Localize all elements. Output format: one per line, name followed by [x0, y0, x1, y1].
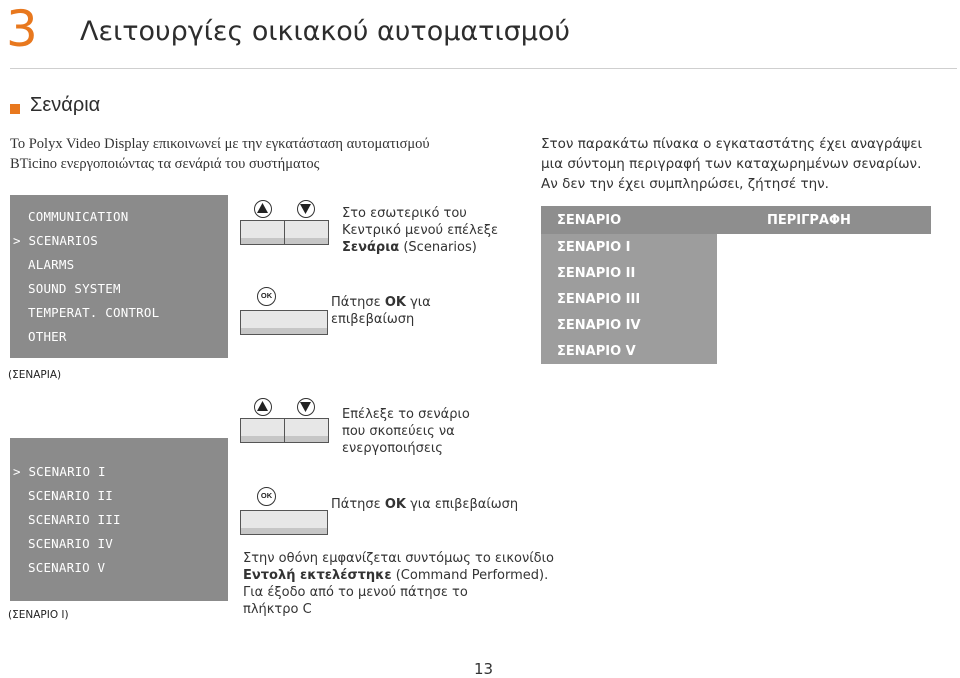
step1-select-line: Κεντρικό μενού επέλεξε — [342, 223, 499, 238]
menu-line-scenarios: > SCENARIOS — [13, 233, 98, 248]
table-row — [541, 234, 931, 260]
scenario-line-4: SCENARIO IV — [28, 536, 113, 551]
table-row — [541, 312, 931, 338]
intro-left-line: Το Polyx Video Display επικοινωνεί με την εγκατάσταση αυτοματισμού — [10, 136, 430, 152]
step2-select-text — [342, 406, 522, 457]
step1-select-text — [342, 205, 522, 256]
ok-key[interactable] — [240, 310, 328, 335]
section-marker-icon — [10, 104, 20, 114]
step2-select-line: ενεργοποιήσεις — [342, 441, 443, 456]
up-key[interactable] — [240, 220, 285, 245]
chapter-number: 3 — [6, 0, 38, 58]
scenario-line-2: SCENARIO II — [28, 488, 113, 503]
intro-right-line: Στον παρακάτω πίνακα ο εγκαταστάτης έχει αναγράψει — [541, 136, 923, 152]
intro-left-line: BTicino ενεργοποιώντας τα σενάριά του συστήματος — [10, 156, 320, 172]
scenario-row-name: ΣΕΝΑΡΙΟ II — [541, 260, 717, 286]
step1-select-line — [342, 239, 522, 256]
scenario-row-name: ΣΕΝΑΡΙΟ IV — [541, 312, 717, 338]
menu-line-alarms: ALARMS — [28, 257, 75, 272]
menu-line-sound-system: SOUND SYSTEM — [28, 281, 121, 296]
step1-confirm-bold: OK — [384, 295, 406, 310]
step1-select-bold: Σενάρια — [342, 240, 400, 255]
step2-select-line: Επέλεξε το σενάριο — [342, 407, 470, 422]
down-key[interactable] — [284, 220, 329, 245]
step2-result-paren: (Command Performed). — [395, 568, 549, 583]
scenario-header-col1: ΣΕΝΑΡΙΟ — [557, 212, 622, 228]
chapter-title: Λειτουργίες οικιακού αυτοματισμού — [80, 16, 571, 47]
table-row — [541, 338, 931, 364]
step1-select-rest: (Scenarios) — [403, 240, 477, 255]
scenario-row-name: ΣΕΝΑΡΙΟ I — [541, 234, 717, 260]
scenario-row-description — [717, 234, 931, 260]
step2-result-bold: Εντολή εκτελέστηκε — [243, 568, 392, 583]
step2-result-line: πλήκτρο C — [243, 602, 312, 617]
step2-confirm-suffix: για επιβεβαίωση — [410, 497, 519, 512]
page-number: 13 — [474, 660, 494, 678]
menu-screen — [10, 195, 228, 358]
scenario-header-col2: ΠΕΡΙΓΡΑΦΗ — [767, 212, 851, 228]
up-arrow-icon — [254, 200, 272, 218]
table-row — [541, 260, 931, 286]
scenario-line-5: SCENARIO V — [28, 560, 106, 575]
intro-right-line: Αν δεν την έχει συμπληρώσει, ζήτησέ την. — [541, 176, 829, 192]
step2-result-text — [243, 550, 563, 618]
table-row — [541, 286, 931, 312]
section-title: Σενάρια — [30, 94, 101, 116]
scenario-line-3: SCENARIO III — [28, 512, 121, 527]
scenario-row-description — [717, 260, 931, 286]
step1-confirm-text — [331, 294, 491, 328]
ok-icon: OK — [257, 487, 276, 506]
scenario-table-header — [541, 206, 931, 234]
up-arrow-icon — [254, 398, 272, 416]
down-arrow-icon — [297, 398, 315, 416]
scenario-screen — [10, 438, 228, 601]
menu-line-temperature-control: TEMPERAT. CONTROL — [28, 305, 160, 320]
intro-right — [541, 134, 956, 194]
down-key[interactable] — [284, 418, 329, 443]
menu-screen-caption: (ΣΕΝΑΡΙΑ) — [8, 369, 62, 381]
step2-result-line: Για έξοδο από το μενού πάτησε το — [243, 585, 468, 600]
scenario-row-name: ΣΕΝΑΡΙΟ V — [541, 338, 717, 364]
scenario-table — [541, 206, 931, 366]
ok-key[interactable] — [240, 510, 328, 535]
step2-confirm-bold: OK — [384, 497, 406, 512]
down-arrow-icon — [297, 200, 315, 218]
scenario-screen-caption: (ΣΕΝΑΡΙΟ I) — [8, 609, 69, 621]
scenario-row-description — [717, 286, 931, 312]
scenario-row-description — [717, 312, 931, 338]
menu-line-communication: COMMUNICATION — [28, 209, 129, 224]
step2-result-line: Στην οθόνη εμφανίζεται συντόμως το εικονίδιο — [243, 551, 554, 566]
scenario-row-name: ΣΕΝΑΡΙΟ III — [541, 286, 717, 312]
header-divider — [10, 68, 957, 69]
step2-select-line: που σκοπεύεις να — [342, 424, 455, 439]
step2-confirm-prefix: Πάτησε — [331, 497, 381, 512]
ok-icon: OK — [257, 287, 276, 306]
scenario-row-description — [717, 338, 931, 364]
step1-confirm-suffix: για — [410, 295, 431, 310]
intro-left — [10, 134, 530, 174]
intro-right-line: μια σύντομη περιγραφή των καταχωρημένων σεναρίων. — [541, 156, 922, 172]
menu-line-other: OTHER — [28, 329, 67, 344]
step2-confirm-text — [331, 496, 551, 513]
scenario-line-1: > SCENARIO I — [13, 464, 106, 479]
step1-confirm-line2: επιβεβαίωση — [331, 312, 415, 327]
step1-confirm-prefix: Πάτησε — [331, 295, 381, 310]
step1-select-line: Στο εσωτερικό του — [342, 206, 467, 221]
up-key[interactable] — [240, 418, 285, 443]
